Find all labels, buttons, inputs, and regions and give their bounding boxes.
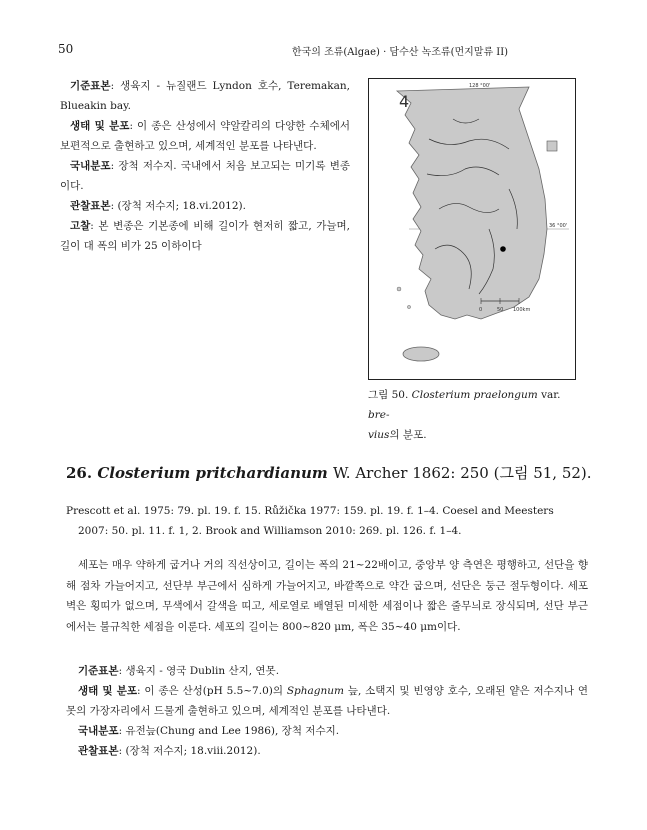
ecology-post: 늪, 소택지 및 빈영양 호수, 오래된 얕은 저수지나 연못의 가장자리에서 드물게 출현하고 있으며, 세계적인 분포를 나타낸다. — [66, 685, 588, 717]
observed-paragraph — [60, 196, 350, 216]
remarks-text: : 본 변종은 기본종에 비해 길이가 현저히 짧고, 가늘며, 길이 대 폭의 비가 25 이하이다 — [60, 220, 350, 252]
observed-text-2: : (장척 저수지; 18.viii.2012). — [118, 745, 261, 757]
observed-label: 관찰표본 — [70, 200, 111, 212]
ecology-paragraph-2 — [66, 681, 588, 721]
remarks-paragraph — [60, 216, 350, 256]
figure-number-label: 4 — [399, 92, 410, 111]
type-locality-label: 기준표본 — [70, 80, 111, 92]
species-number: 26. — [66, 464, 93, 482]
caption-var-name-2: vius — [368, 429, 390, 441]
species-author: W. Archer 1862: 250 (그림 51, 52). — [333, 464, 592, 482]
type-locality-paragraph — [60, 76, 350, 116]
domestic-text-2: : 유전늪(Chung and Lee 1986), 장척 저수지. — [118, 725, 340, 737]
caption-var: var. — [541, 389, 561, 401]
domestic-label-2: 국내분포 — [78, 725, 119, 737]
bottom-section — [66, 661, 588, 761]
description-text: 세포는 매우 약하게 굽거나 거의 직선상이고, 길이는 폭의 21~22배이고, 중앙부 양 측연은 평행하고, 선단을 향해 점차 가늘어지고, 선단부 부근에서 심하게 가늘어지고, 바깥쪽으로 약간 굽으며, 선단은 둥근 절두형이다. 세포벽은 횡띠가 없으며, 무색에서 갈색을 띠고, 세로열로 배열된 미세한 세점이나 짧은 줄무늬로 장식되며, 선단 부근에서는 불규칙한 세점을 이룬다. 세포의 길이는 800~820 μm, 폭은 35~40 μm이다. — [66, 559, 588, 633]
left-column — [60, 76, 350, 256]
scale-label-50: 50 — [497, 307, 504, 313]
ecology-label-2: 생태 및 분포 — [78, 685, 138, 697]
species-heading — [66, 462, 606, 483]
ecology-text: : 이 종은 산성에서 약알칼리의 다양한 수체에서 보편적으로 출현하고 있으며, 세계적인 분포를 나타낸다. — [60, 120, 350, 152]
korea-map-svg — [369, 79, 575, 379]
domestic-paragraph-2 — [66, 721, 588, 741]
occurrence-point — [500, 246, 506, 252]
references-text: Prescott et al. 1975: 79. pl. 19. f. 15. Růžička 1977: 159. pl. 19. f. 1–4. Coesel and Meesters 2007: 50. pl. 11. f. 1, 2. Brook and Williamson 2010: 269. pl. 126. f. 1–4. — [66, 505, 554, 537]
distribution-map — [368, 78, 576, 380]
domestic-paragraph — [60, 156, 350, 196]
caption-species: Closterium praelongum — [411, 389, 538, 401]
domestic-text: : 장척 저수지. 국내에서 처음 보고되는 미기록 변종이다. — [60, 160, 350, 192]
ecology-pre: : 이 종은 산성(pH 5.5~7.0)의 — [137, 685, 287, 697]
page-number: 50 — [58, 42, 74, 56]
jeju-island — [403, 347, 439, 361]
domestic-label: 국내분포 — [70, 160, 111, 172]
remarks-label: 고찰 — [70, 220, 91, 232]
type-locality-text: : 생육지 - 뉴질랜드 Lyndon 호수, Teremakan, Blueakin bay. — [60, 80, 350, 112]
figure-caption — [368, 385, 578, 445]
observed-text: : (장척 저수지; 18.vi.2012). — [110, 200, 246, 212]
caption-prefix: 그림 50. — [368, 389, 409, 401]
ecology-paragraph — [60, 116, 350, 156]
ulleung-inset — [547, 141, 557, 151]
longitude-label: 128 °00' — [469, 83, 491, 89]
references — [66, 501, 586, 541]
type-paragraph — [66, 661, 588, 681]
type-text: : 생육지 - 영국 Dublin 산지, 연못. — [118, 665, 280, 677]
latitude-label: 36 °00' — [549, 223, 568, 229]
caption-var-name-1: bre- — [368, 409, 390, 421]
island — [407, 305, 410, 308]
observed-label-2: 관찰표본 — [78, 745, 119, 757]
ecology-genus: Sphagnum — [286, 685, 344, 697]
island — [397, 287, 401, 291]
caption-suffix: 의 분포. — [389, 429, 427, 441]
running-title: 한국의 조류(Algae) · 담수산 녹조류(먼지말류 II) — [291, 47, 509, 58]
type-label: 기준표본 — [78, 665, 119, 677]
observed-paragraph-2 — [66, 741, 588, 761]
scale-label-100: 100km — [513, 307, 531, 313]
species-name: Closterium pritchardianum — [97, 464, 328, 482]
scale-label-0: 0 — [479, 307, 483, 313]
ecology-label: 생태 및 분포 — [70, 120, 130, 132]
description — [66, 555, 588, 637]
